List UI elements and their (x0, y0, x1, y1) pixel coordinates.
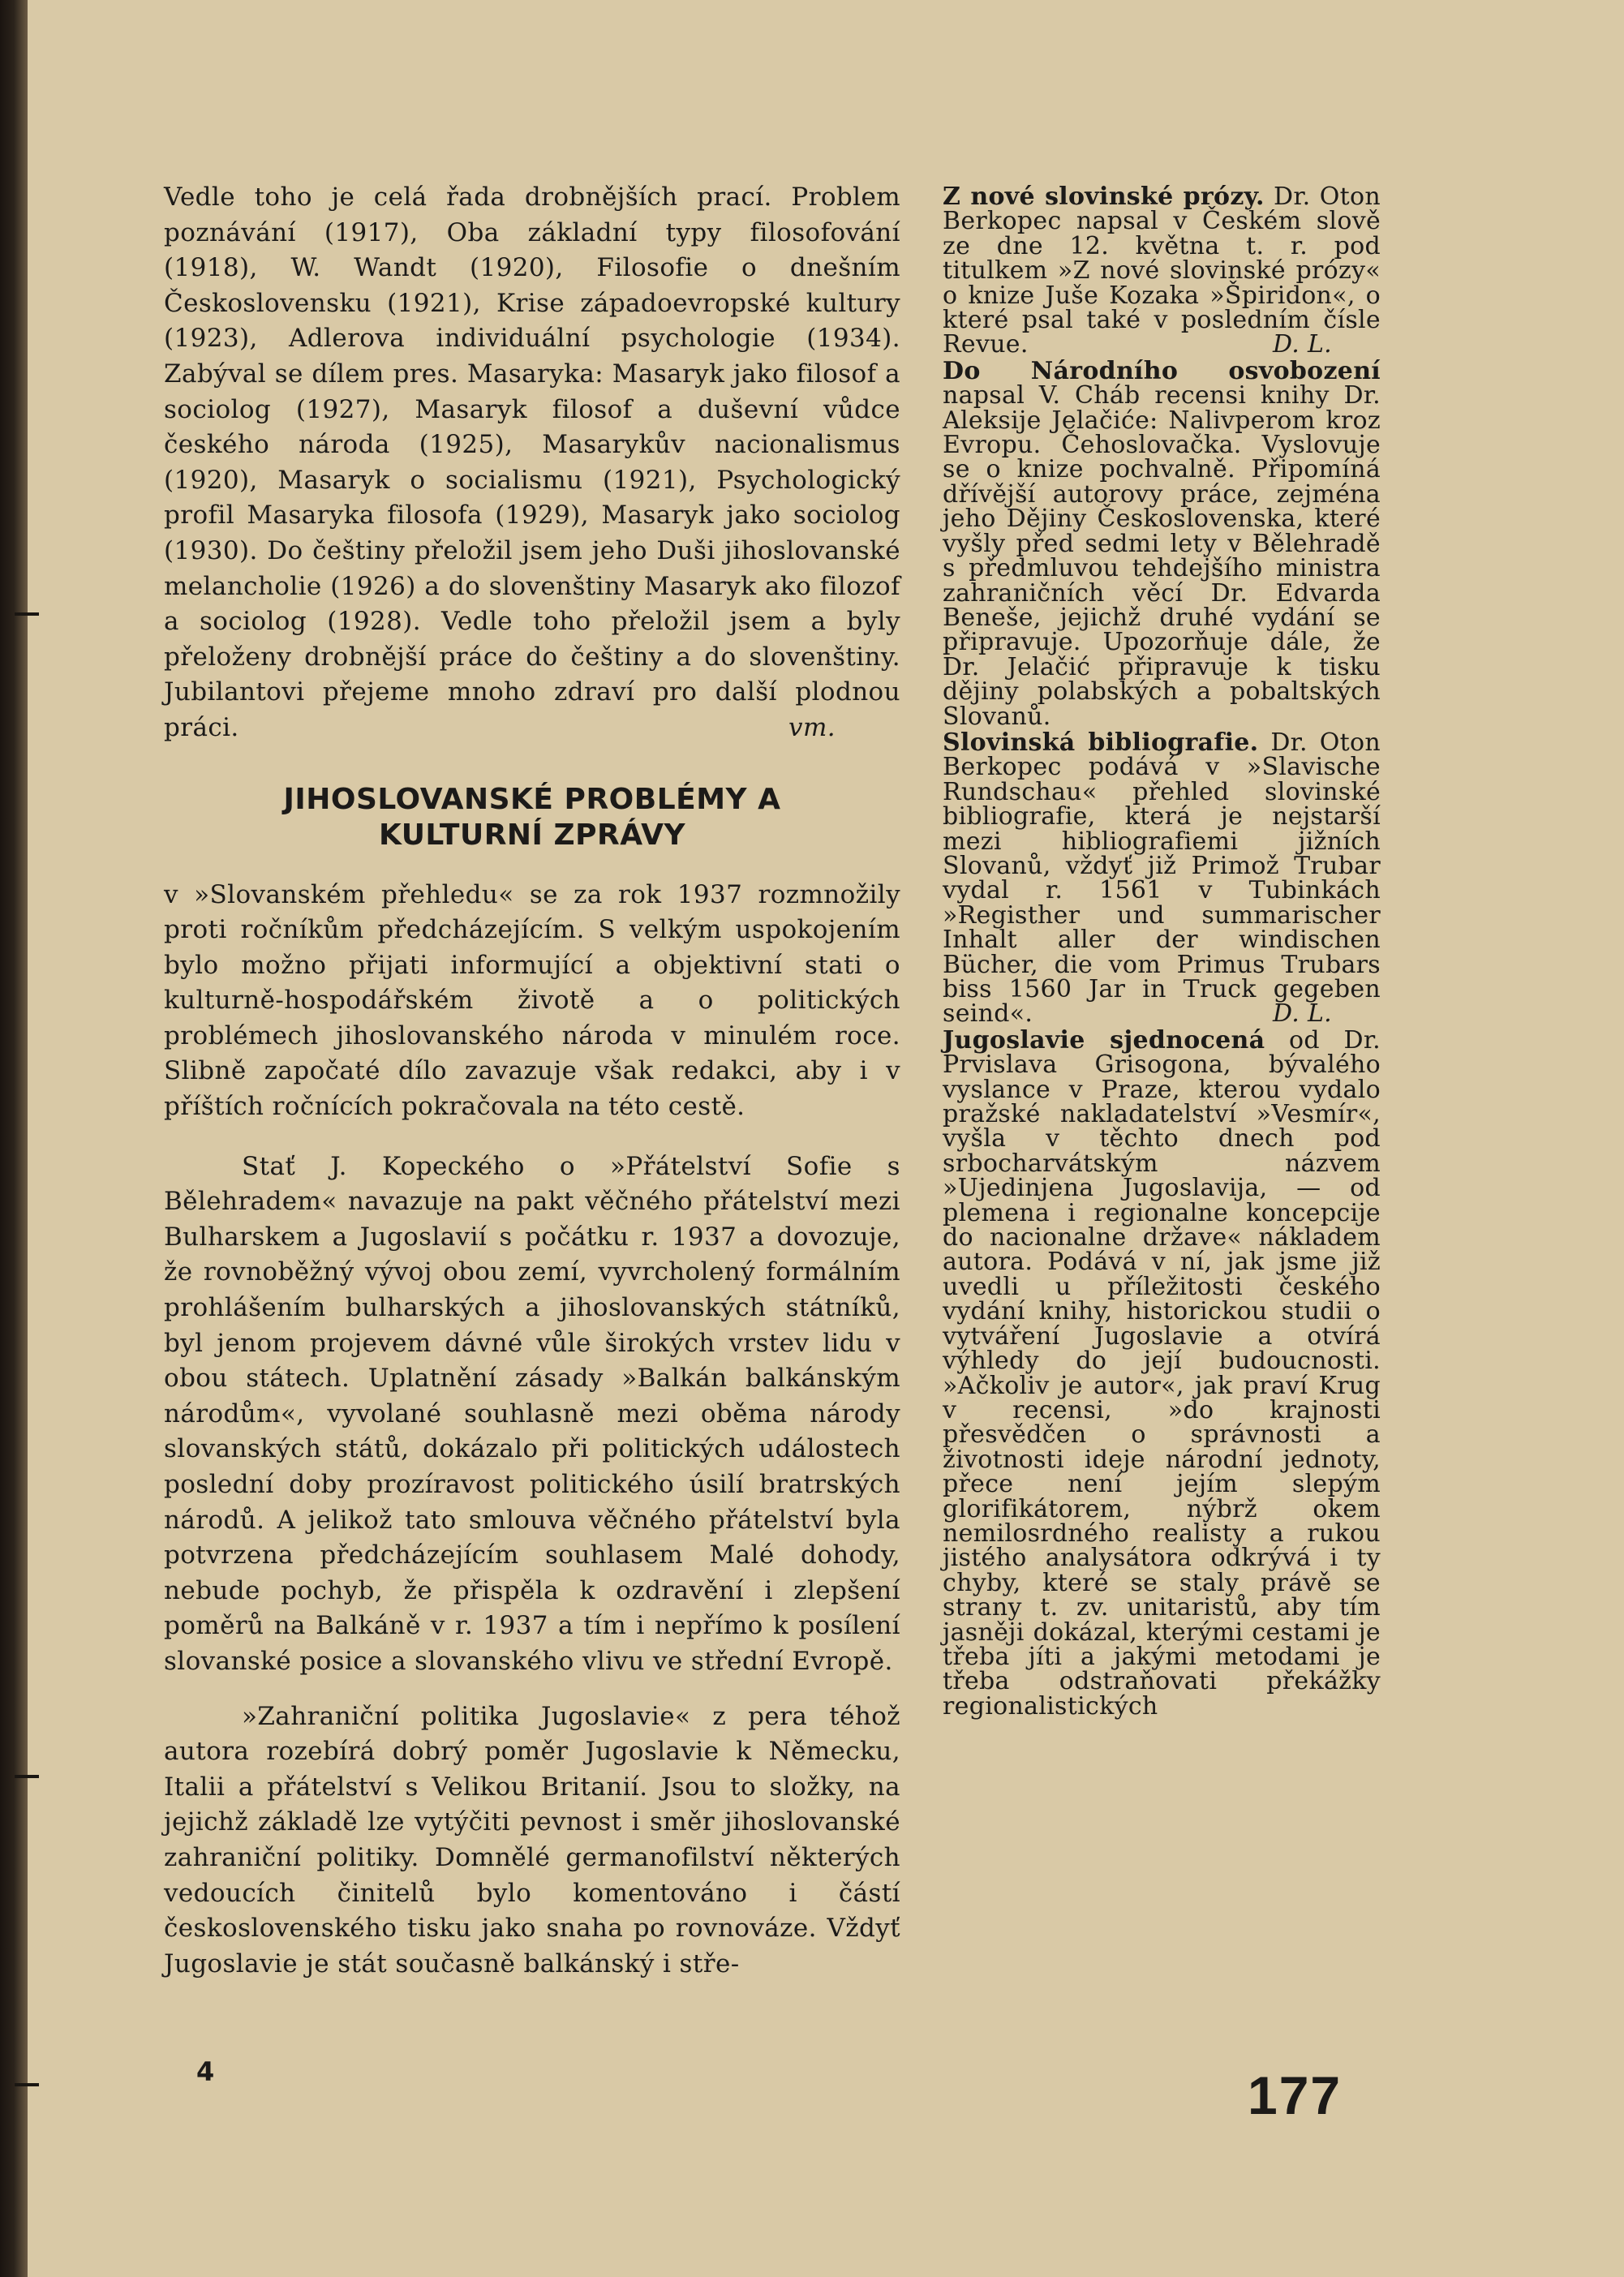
paragraph-foreign-policy: »Zahraniční politika Jugoslavie« z pera téhož autora rozebírá dobrý poměr Jugoslavie k Německu, Italii a přátelství s Velikou Britanií. Jsou to složky, na jejichž základě lze vytýčiti pevnost i směr jihoslovanské zahraniční politiky. Domnělé germanofilství některých vedoucích činitelů bylo komentováno i částí československého tisku jako snaha po rovnováze. Vždyť Jugoslavie je stát současně balkánský i stře- (164, 1701, 900, 1978)
right-column (943, 185, 1381, 1721)
signature-mark: 4 (196, 2056, 215, 2087)
paragraph-kopecky: Stať J. Kopeckého o »Přátelství Sofie s Bělehradem« navazuje na pakt věčného přátelství mezi Bulharskem a Jugoslavií s počátku r. 1937 a dovozuje, že rovnoběžný vývoj obou zemí, vyvrcholený formálním prohlášením bulharských a jihoslovanských státníků, byl jenom projevem dávné vůle širokých vrstev lidu v obou státech. Uplatnění zásady »Balkán balkánským národům«, vyvolané souhlasně mezi oběma národy slovanských států, dokázalo při politických událostech poslední doby prozíravost politického úsilí bratrských národů. A jelikož tato smlouva věčného přátelství byla potvrzena předcházejícím souhlasem Malé dohody, nebude pochyb, že přispěla k ozdravění i zlepšení poměrů na Balkáně v r. 1937 a tím i nepřímo k posílení slovanské posice a slovanského vlivu ve střední Evropě. (164, 1151, 900, 1676)
news-item-title: Do Národního osvobození (943, 356, 1381, 385)
news-item: Z nové slovinské prózy. Dr. Oton Berkopec napsal v Českém slově ze dne 12. května t. r. pod titulkem »Z nové slovinské prózy« o knize Juše Kozaka »Špiridon«, o které psal také v posledním čísle Revue. D. L. (943, 183, 1381, 359)
signature: vm. (788, 712, 836, 742)
news-item-title: Slovinská bibliografie. (943, 728, 1259, 757)
binding-mark (15, 1775, 39, 1778)
binding-edge (0, 0, 28, 2277)
signature: D. L. (1272, 999, 1332, 1029)
news-item: Slovinská bibliografie. Dr. Oton Berkopec podává v »Slavische Rundschau« přehled slovinské bibliografie, která je nejstarší mezi hibliografiemi jižních Slovanů, vždyť již Primož Trubar vydal r. 1561 v Tubinkách »Registher und summarischer Inhalt aller der windischen Bücher, die vom Primus Trubars biss 1560 Jar in Truck gegeben seind«. D. L. (943, 728, 1381, 1029)
left-column (164, 180, 900, 1982)
news-item-title: Z nové slovinské prózy. (943, 183, 1265, 211)
section-heading: JIHOSLOVANSKÉ PROBLÉMY A KULTURNÍ ZPRÁVY (283, 782, 781, 852)
binding-mark (15, 612, 39, 616)
paragraph-intro: v »Slovanském přehledu« se za rok 1937 rozmnožily proti ročníkům předcházejícím. S velkým uspokojením bylo možno přijati informující a objektivní stati o kulturně-hospodářském životě a o politických problémech jihoslovanského národa v minulém roce. Slibně započaté dílo zavazuje však redakci, aby i v příštích ročnících pokračovala na této cestě. (164, 879, 900, 1122)
news-item: Do Národního osvobození napsal V. Cháb recensi knihy Dr. Aleksije Jelačiće: Nalivperom kroz Evropu. Čehoslovačka. Vyslovuje se o knize pochvalně. Připomíná dřívější autorovy práce, zejména jeho Dějiny Československa, které vyšly před sedmi lety v Bělehradě s předmluvou tehdejšího ministra zahraničních věcí Dr. Edvarda Beneše, jejichž druhé vydání se připravuje. Upozorňuje dále, že Dr. Jelačić připravuje k tisku dějiny polabských a pobaltských Slovanů. (943, 356, 1381, 731)
signature: D. L. (1272, 330, 1332, 359)
page-number: 177 (1248, 2065, 1343, 2125)
paragraph-bibliography: Vedle toho je celá řada drobnějších prací. Problem poznávání (1917), Oba základní typy filosofování (1918), W. Wandt (1920), Filosofie o dnešním Československu (1921), Krise západoevropské kultury (1923), Adlerova individuální psychologie (1934). Zabýval se dílem pres. Masaryka: Masaryk jako filosof a sociolog (1927), Masaryk filosof a duševní vůdce českého národa (1925), Masarykův nacionalismus (1920), Masaryk o socialismu (1921), Psychologický profil Masaryka filosofa (1929), Masaryk jako sociolog (1930). Do češtiny přeložil jsem jeho Duši jihoslovanské melancholie (1926) a do slovenštiny Masaryk ako filozof a sociolog (1928). Vedle toho přeložil jsem a byly přeloženy drobnější práce do češtiny a do slovenštiny. Jubilantovi přejeme mnoho zdraví pro další plodnou práci. vm. (164, 180, 900, 746)
news-item: Jugoslavie sjednocená od Dr. Prvislava Grisogona, bývalého vyslance v Praze, kterou vydalo pražské nakladatelství »Vesmír«, vyšla v těchto dnech pod srbocharvátským názvem »Ujedinjena Jugoslavija, — od plemena i regionalne koncepcije do nacionalne države« nákladem autora. Podává v ní, jak jsme již uvedli u příležitosti českého vydání knihy, historickou studii o vytváření Jugoslavie a otvírá výhledy do její budoucnosti. »Ačkoliv je autor«, jak praví Krug v recensi, »do krajnosti přesvědčen o správnosti a životnosti ideje národní jednoty, přece není jejím slepým glorifikátorem, nýbrž okem nemilosrdného realisty a rukou jistého analysátora odkrývá i ty chyby, které se staly právě se strany t. zv. unitaristů, aby tím jasněji dokázal, kterými cestami je třeba jíti a jakými metodami je třeba odstraňovati překážky regionalistických (943, 1025, 1381, 1721)
binding-mark (15, 2083, 39, 2086)
news-item-title: Jugoslavie sjednocená (943, 1025, 1265, 1055)
